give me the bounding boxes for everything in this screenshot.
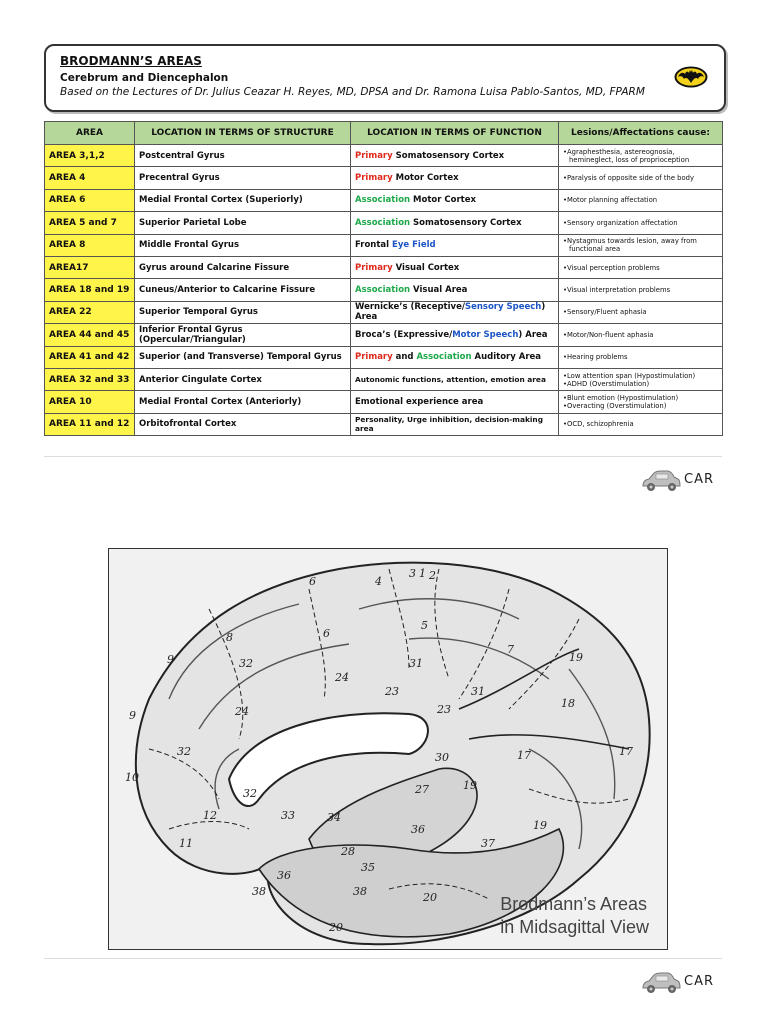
- area-cell: AREA 10: [45, 391, 135, 413]
- table-row: [45, 145, 723, 167]
- lesion-line: •Visual interpretation problems: [563, 286, 671, 295]
- function-cell: [351, 301, 559, 323]
- document-credit: Based on the Lectures of Dr. Julius Ceazar H. Reyes, MD, DPSA and Dr. Ramona Luisa Pablo-Santos, MD, FPARM: [60, 86, 645, 98]
- table-header-row: [45, 122, 723, 145]
- area-label: 33: [281, 809, 295, 822]
- lesion-line: •Paralysis of opposite side of the body: [563, 174, 694, 183]
- function-cell: [351, 391, 559, 413]
- figure-caption: [500, 893, 649, 939]
- area-label: 4: [375, 575, 382, 588]
- header-structure: LOCATION IN TERMS OF STRUCTURE: [135, 122, 351, 145]
- area-label: 32: [177, 745, 191, 758]
- function-cell: [351, 234, 559, 256]
- figure-caption-line1: Brodmann’s Areas: [500, 894, 648, 914]
- lesion-line: •Agraphesthesia, astereognosia,: [563, 147, 675, 156]
- function-cell: [351, 167, 559, 189]
- function-cell: [351, 324, 559, 346]
- table-row: [45, 368, 723, 390]
- area-label: 19: [463, 779, 477, 792]
- structure-cell: Anterior Cingulate Cortex: [135, 368, 351, 390]
- function-cell: [351, 413, 559, 435]
- structure-cell: Cuneus/Anterior to Calcarine Fissure: [135, 279, 351, 301]
- table-body: [45, 145, 723, 436]
- structure-cell: Medial Frontal Cortex (Anteriorly): [135, 391, 351, 413]
- function-text-segment: Eye Field: [392, 240, 436, 251]
- table-row: [45, 234, 723, 256]
- lesions-cell: [559, 413, 723, 435]
- area-label: 38: [353, 885, 367, 898]
- function-text-segment: Sensory Speech: [464, 302, 542, 313]
- area-label: 36: [277, 869, 291, 882]
- function-text-segment: Broca’s (Expressive/: [355, 329, 453, 340]
- function-text-segment: Association: [416, 352, 472, 363]
- brain-figure: [108, 548, 668, 950]
- lesion-line: •Blunt emotion (Hypostimulation): [563, 393, 679, 402]
- area-label: 30: [435, 751, 449, 764]
- function-text-segment: Motor Speech: [452, 329, 519, 340]
- function-cell: [351, 368, 559, 390]
- area-cell: AREA 4: [45, 167, 135, 189]
- table-row: [45, 167, 723, 189]
- structure-cell: Gyrus around Calcarine Fissure: [135, 256, 351, 278]
- function-text-segment: Emotional experience area: [355, 396, 484, 407]
- area-label: 3: [409, 567, 416, 580]
- table-row: [45, 189, 723, 211]
- brodmann-table: [44, 121, 723, 436]
- area-label: 9: [129, 709, 136, 722]
- area-label: 35: [361, 861, 375, 874]
- area-label: 31: [471, 685, 485, 698]
- function-text-segment: Motor Cortex: [410, 195, 476, 206]
- lesions-cell: [559, 279, 723, 301]
- area-label: 32: [239, 657, 253, 670]
- area-label: 11: [179, 837, 193, 850]
- function-cell: [351, 212, 559, 234]
- table-row: [45, 279, 723, 301]
- function-text-segment: Association: [355, 285, 411, 296]
- table-row: [45, 301, 723, 323]
- lesion-line: functional area: [569, 245, 621, 254]
- function-cell: [351, 145, 559, 167]
- area-label: 17: [517, 749, 531, 762]
- area-cell: AREA 6: [45, 189, 135, 211]
- figure-caption-line2: in Midsagittal View: [500, 917, 649, 937]
- structure-cell: Postcentral Gyrus: [135, 145, 351, 167]
- table-row: [45, 413, 723, 435]
- area-label: 28: [341, 845, 355, 858]
- area-cell: AREA 32 and 33: [45, 368, 135, 390]
- header-function: LOCATION IN TERMS OF FUNCTION: [351, 122, 559, 145]
- lesions-cell: [559, 301, 723, 323]
- structure-cell: Precentral Gyrus: [135, 167, 351, 189]
- area-label: 32: [243, 787, 257, 800]
- area-cell: AREA 8: [45, 234, 135, 256]
- area-label: 23: [437, 703, 451, 716]
- car-icon: [640, 468, 682, 494]
- area-label: 24: [235, 705, 249, 718]
- area-label: 19: [533, 819, 547, 832]
- area-cell: AREA 44 and 45: [45, 324, 135, 346]
- lesion-line: •Sensory/Fluent aphasia: [563, 308, 647, 317]
- lesion-line: •Motor/Non-fluent aphasia: [563, 330, 654, 339]
- area-label: 31: [409, 657, 423, 670]
- function-cell: [351, 256, 559, 278]
- structure-cell: Medial Frontal Cortex (Superiorly): [135, 189, 351, 211]
- area-label: 17: [619, 745, 633, 758]
- lesions-cell: [559, 212, 723, 234]
- table-row: [45, 346, 723, 368]
- area-label: 1: [419, 567, 426, 580]
- area-label: 38: [252, 885, 266, 898]
- function-text-segment: ) Area: [355, 302, 546, 323]
- area-cell: AREA 3,1,2: [45, 145, 135, 167]
- area-cell: AREA 5 and 7: [45, 212, 135, 234]
- lesions-cell: [559, 234, 723, 256]
- function-text-segment: Autonomic functions, attention, emotion area: [355, 375, 546, 385]
- table-row: [45, 212, 723, 234]
- divider: [44, 958, 722, 959]
- structure-cell: Superior (and Transverse) Temporal Gyrus: [135, 346, 351, 368]
- area-label: 12: [203, 809, 217, 822]
- area-label: 7: [507, 643, 514, 656]
- function-text-segment: Association: [355, 217, 411, 228]
- car-logo: [640, 970, 722, 996]
- car-icon: [640, 970, 682, 996]
- lesions-cell: [559, 368, 723, 390]
- header-lesions: Lesions/Affectations cause:: [559, 122, 723, 145]
- lesions-cell: [559, 256, 723, 278]
- structure-cell: Inferior Frontal Gyrus (Opercular/Triangular): [135, 324, 351, 346]
- function-text-segment: Auditory Area: [471, 352, 542, 363]
- function-text-segment: Primary: [355, 352, 393, 363]
- area-label: 6: [323, 627, 330, 640]
- table-row: [45, 324, 723, 346]
- area-cell: AREA 11 and 12: [45, 413, 135, 435]
- lesions-cell: [559, 324, 723, 346]
- area-label: 24: [335, 671, 349, 684]
- function-cell: [351, 346, 559, 368]
- area-label: 18: [561, 697, 575, 710]
- area-label: 10: [125, 771, 139, 784]
- lesions-cell: [559, 167, 723, 189]
- area-cell: AREA 41 and 42: [45, 346, 135, 368]
- function-text-segment: ) Area: [518, 329, 548, 340]
- function-text-segment: Wernicke’s (Receptive/: [355, 302, 465, 313]
- lesions-cell: [559, 346, 723, 368]
- lesion-line: •Overacting (Overstimulation): [563, 401, 667, 410]
- area-label: 27: [415, 783, 429, 796]
- document-title: BRODMANN’S AREAS: [60, 54, 202, 68]
- function-text-segment: Primary: [355, 150, 393, 161]
- batman-logo-icon: [674, 66, 708, 88]
- car-logo: [640, 468, 722, 494]
- area-label: 23: [385, 685, 399, 698]
- structure-cell: Superior Temporal Gyrus: [135, 301, 351, 323]
- lesion-line: •OCD, schizophrenia: [563, 420, 634, 429]
- lesion-line: •Sensory organization affectation: [563, 218, 678, 227]
- area-label: 9: [167, 653, 174, 666]
- structure-cell: Middle Frontal Gyrus: [135, 234, 351, 256]
- function-text-segment: Primary: [355, 173, 393, 184]
- area-label: 36: [411, 823, 425, 836]
- table-row: [45, 391, 723, 413]
- divider: [44, 456, 722, 457]
- area-label: 5: [421, 619, 428, 632]
- area-cell: AREA17: [45, 256, 135, 278]
- lesion-line: hemineglect, loss of proprioception: [569, 155, 690, 164]
- header-area: AREA: [45, 122, 135, 145]
- function-text-segment: Somatosensory Cortex: [392, 150, 505, 161]
- lesion-line: •Hearing problems: [563, 353, 628, 362]
- function-cell: [351, 279, 559, 301]
- function-text-segment: and: [392, 352, 417, 363]
- area-label: 6: [309, 575, 316, 588]
- area-label: 2: [429, 569, 436, 582]
- car-logo-text: CAR: [684, 974, 715, 989]
- document-subtitle: Cerebrum and Diencephalon: [60, 72, 229, 84]
- function-cell: [351, 189, 559, 211]
- lesion-line: •ADHD (Overstimulation): [563, 379, 650, 388]
- function-text-segment: Frontal: [355, 240, 393, 251]
- car-logo-text: CAR: [684, 472, 715, 487]
- lesion-line: •Visual perception problems: [563, 263, 660, 272]
- lesions-cell: [559, 189, 723, 211]
- area-label: 8: [226, 631, 233, 644]
- lesions-cell: [559, 145, 723, 167]
- function-text-segment: Somatosensory Cortex: [410, 217, 522, 228]
- lesions-cell: [559, 391, 723, 413]
- area-label: 19: [569, 651, 583, 664]
- structure-cell: Orbitofrontal Cortex: [135, 413, 351, 435]
- function-text-segment: Association: [355, 195, 411, 206]
- function-text-segment: Visual Cortex: [392, 262, 460, 273]
- area-label: 20: [423, 891, 437, 904]
- function-text-segment: Personality, Urge inhibition, decision-making area: [355, 415, 543, 434]
- lesion-line: •Motor planning affectation: [563, 196, 658, 205]
- area-label: 20: [329, 921, 343, 934]
- lesion-line: •Nystagmus towards lesion, away from: [563, 237, 697, 246]
- brodmann-area-labels: [109, 549, 667, 949]
- structure-cell: Superior Parietal Lobe: [135, 212, 351, 234]
- area-cell: AREA 18 and 19: [45, 279, 135, 301]
- area-cell: AREA 22: [45, 301, 135, 323]
- table-row: [45, 256, 723, 278]
- area-label: 37: [481, 837, 495, 850]
- area-label: 34: [327, 811, 341, 824]
- function-text-segment: Visual Area: [410, 285, 468, 296]
- function-text-segment: Primary: [355, 262, 393, 273]
- lesion-line: •Low attention span (Hypostimulation): [563, 371, 696, 380]
- function-text-segment: Motor Cortex: [392, 173, 459, 184]
- document-header: [44, 44, 726, 112]
